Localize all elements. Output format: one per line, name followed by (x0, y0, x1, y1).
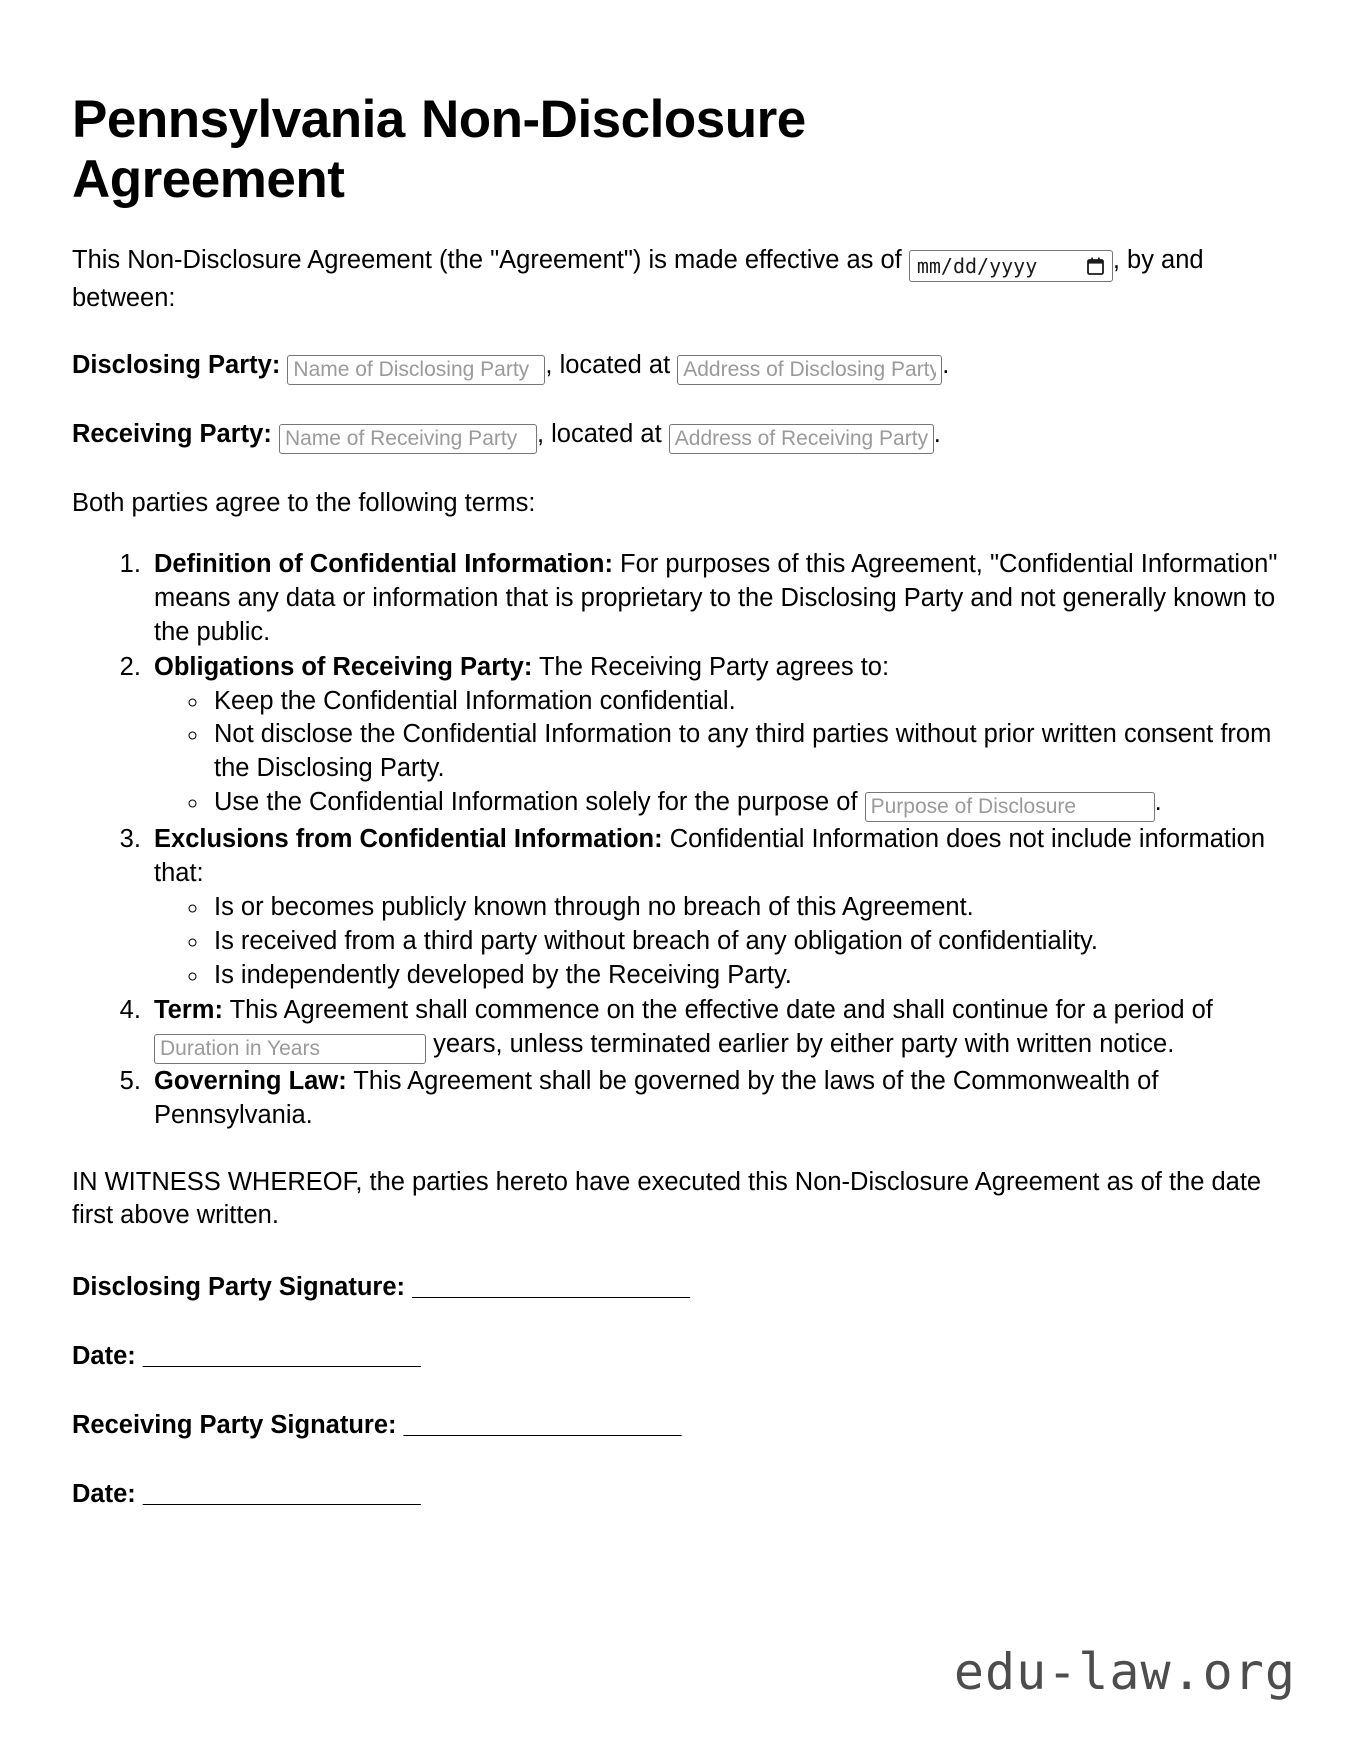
receiving-party-label: Receiving Party: (72, 420, 272, 449)
term-text: For purposes of this Agreement, "Confidential Information" means any data or information that is proprietary to the Disclosing Party and not generally known to the public. (154, 549, 1278, 646)
obligations-sublist (154, 685, 1290, 823)
effective-date-placeholder: mm/dd/yyyy (916, 253, 1038, 278)
page-title: Pennsylvania Non-Disclosure Agreement (72, 90, 806, 210)
list-item (210, 786, 1290, 822)
intro-text-after-date: , by and between: (72, 245, 1204, 313)
calendar-icon[interactable] (1087, 257, 1104, 275)
exclusions-sublist (154, 891, 1290, 993)
disclosing-party-label: Disclosing Party: (72, 351, 281, 380)
disclosing-party-date-row (72, 1342, 1290, 1371)
receiving-period: . (933, 420, 941, 449)
receiving-located-at: , located at (536, 420, 669, 449)
term-text: Confidential Information does not include information that: (154, 825, 1266, 888)
purpose-text: Use the Confidential Information solely for the purpose of (214, 788, 865, 817)
disclosing-party-name-input[interactable] (287, 355, 545, 385)
purpose-of-disclosure-input[interactable] (865, 792, 1155, 822)
signature-label: Date: (72, 1480, 136, 1509)
list-item: ◦ Is or becomes publicly known through no breach of this Agreement. (210, 891, 1290, 925)
duration-in-years-input[interactable] (154, 1034, 426, 1064)
term-heading: Governing Law: (154, 1066, 347, 1095)
intro-paragraph (72, 244, 1287, 316)
terms-list (72, 548, 1290, 1133)
term-text-after-duration: years, unless terminated earlier by either party with written notice. (426, 1029, 1175, 1058)
signature-rule: _____________________ (142, 1480, 420, 1509)
list-item: ◦ Is independently developed by the Receiving Party. (210, 959, 1290, 993)
term-item-obligations (148, 651, 1290, 823)
disclosing-party-signature-row (72, 1273, 1290, 1302)
signature-label: Disclosing Party Signature: (72, 1273, 405, 1302)
disclosing-party-address-input[interactable] (677, 355, 942, 385)
term-item-definition (148, 548, 1290, 650)
list-item: ◦ Not disclose the Confidential Information to any third parties without prior written consent from the Disclosing Party. (210, 718, 1290, 786)
signature-rule: _____________________ (412, 1273, 689, 1302)
term-heading: Obligations of Receiving Party: (154, 652, 533, 681)
effective-date-input[interactable] (909, 250, 1113, 282)
intro-text-before-date: This Non-Disclosure Agreement (the "Agreement") is made effective as of (72, 245, 909, 274)
purpose-trailing-period: . (1154, 788, 1162, 817)
receiving-party-date-row (72, 1480, 1290, 1509)
disclosing-period: . (942, 351, 950, 380)
term-text: This Agreement shall be governed by the laws of the Commonwealth of Pennsylvania. (154, 1066, 1159, 1129)
list-item: ◦ Is received from a third party without breach of any obligation of confidentiality. (210, 925, 1290, 959)
signature-rule: _____________________ (142, 1342, 420, 1371)
agree-line: Both parties agree to the following terms: (72, 489, 536, 518)
term-text-before-duration: This Agreement shall commence on the effective date and shall continue for a period of (222, 995, 1213, 1024)
term-heading: Definition of Confidential Information: (154, 549, 613, 578)
signature-rule: _____________________ (403, 1411, 681, 1440)
receiving-party-address-input[interactable] (669, 424, 934, 454)
signature-label: Receiving Party Signature: (72, 1411, 397, 1440)
receiving-party-name-input[interactable] (279, 424, 537, 454)
receiving-party-signature-row (72, 1411, 1290, 1440)
term-text: The Receiving Party agrees to: (532, 652, 890, 681)
disclosing-party-line (72, 349, 1287, 385)
term-item-governing-law (148, 1065, 1290, 1133)
site-watermark: edu-law.org (953, 1643, 1296, 1701)
disclosing-located-at: , located at (545, 351, 678, 380)
witness-paragraph: IN WITNESS WHEREOF, the parties hereto have executed this Non-Disclosure Agreement as of the date first above written. (72, 1167, 1262, 1230)
receiving-party-line (72, 418, 1287, 454)
signature-label: Date: (72, 1342, 136, 1371)
list-item: ◦ Keep the Confidential Information confidential. (210, 685, 1290, 719)
term-heading: Term: (154, 995, 223, 1024)
term-item-exclusions (148, 823, 1290, 993)
term-heading: Exclusions from Confidential Information: (154, 825, 663, 854)
term-item-term (148, 994, 1290, 1064)
